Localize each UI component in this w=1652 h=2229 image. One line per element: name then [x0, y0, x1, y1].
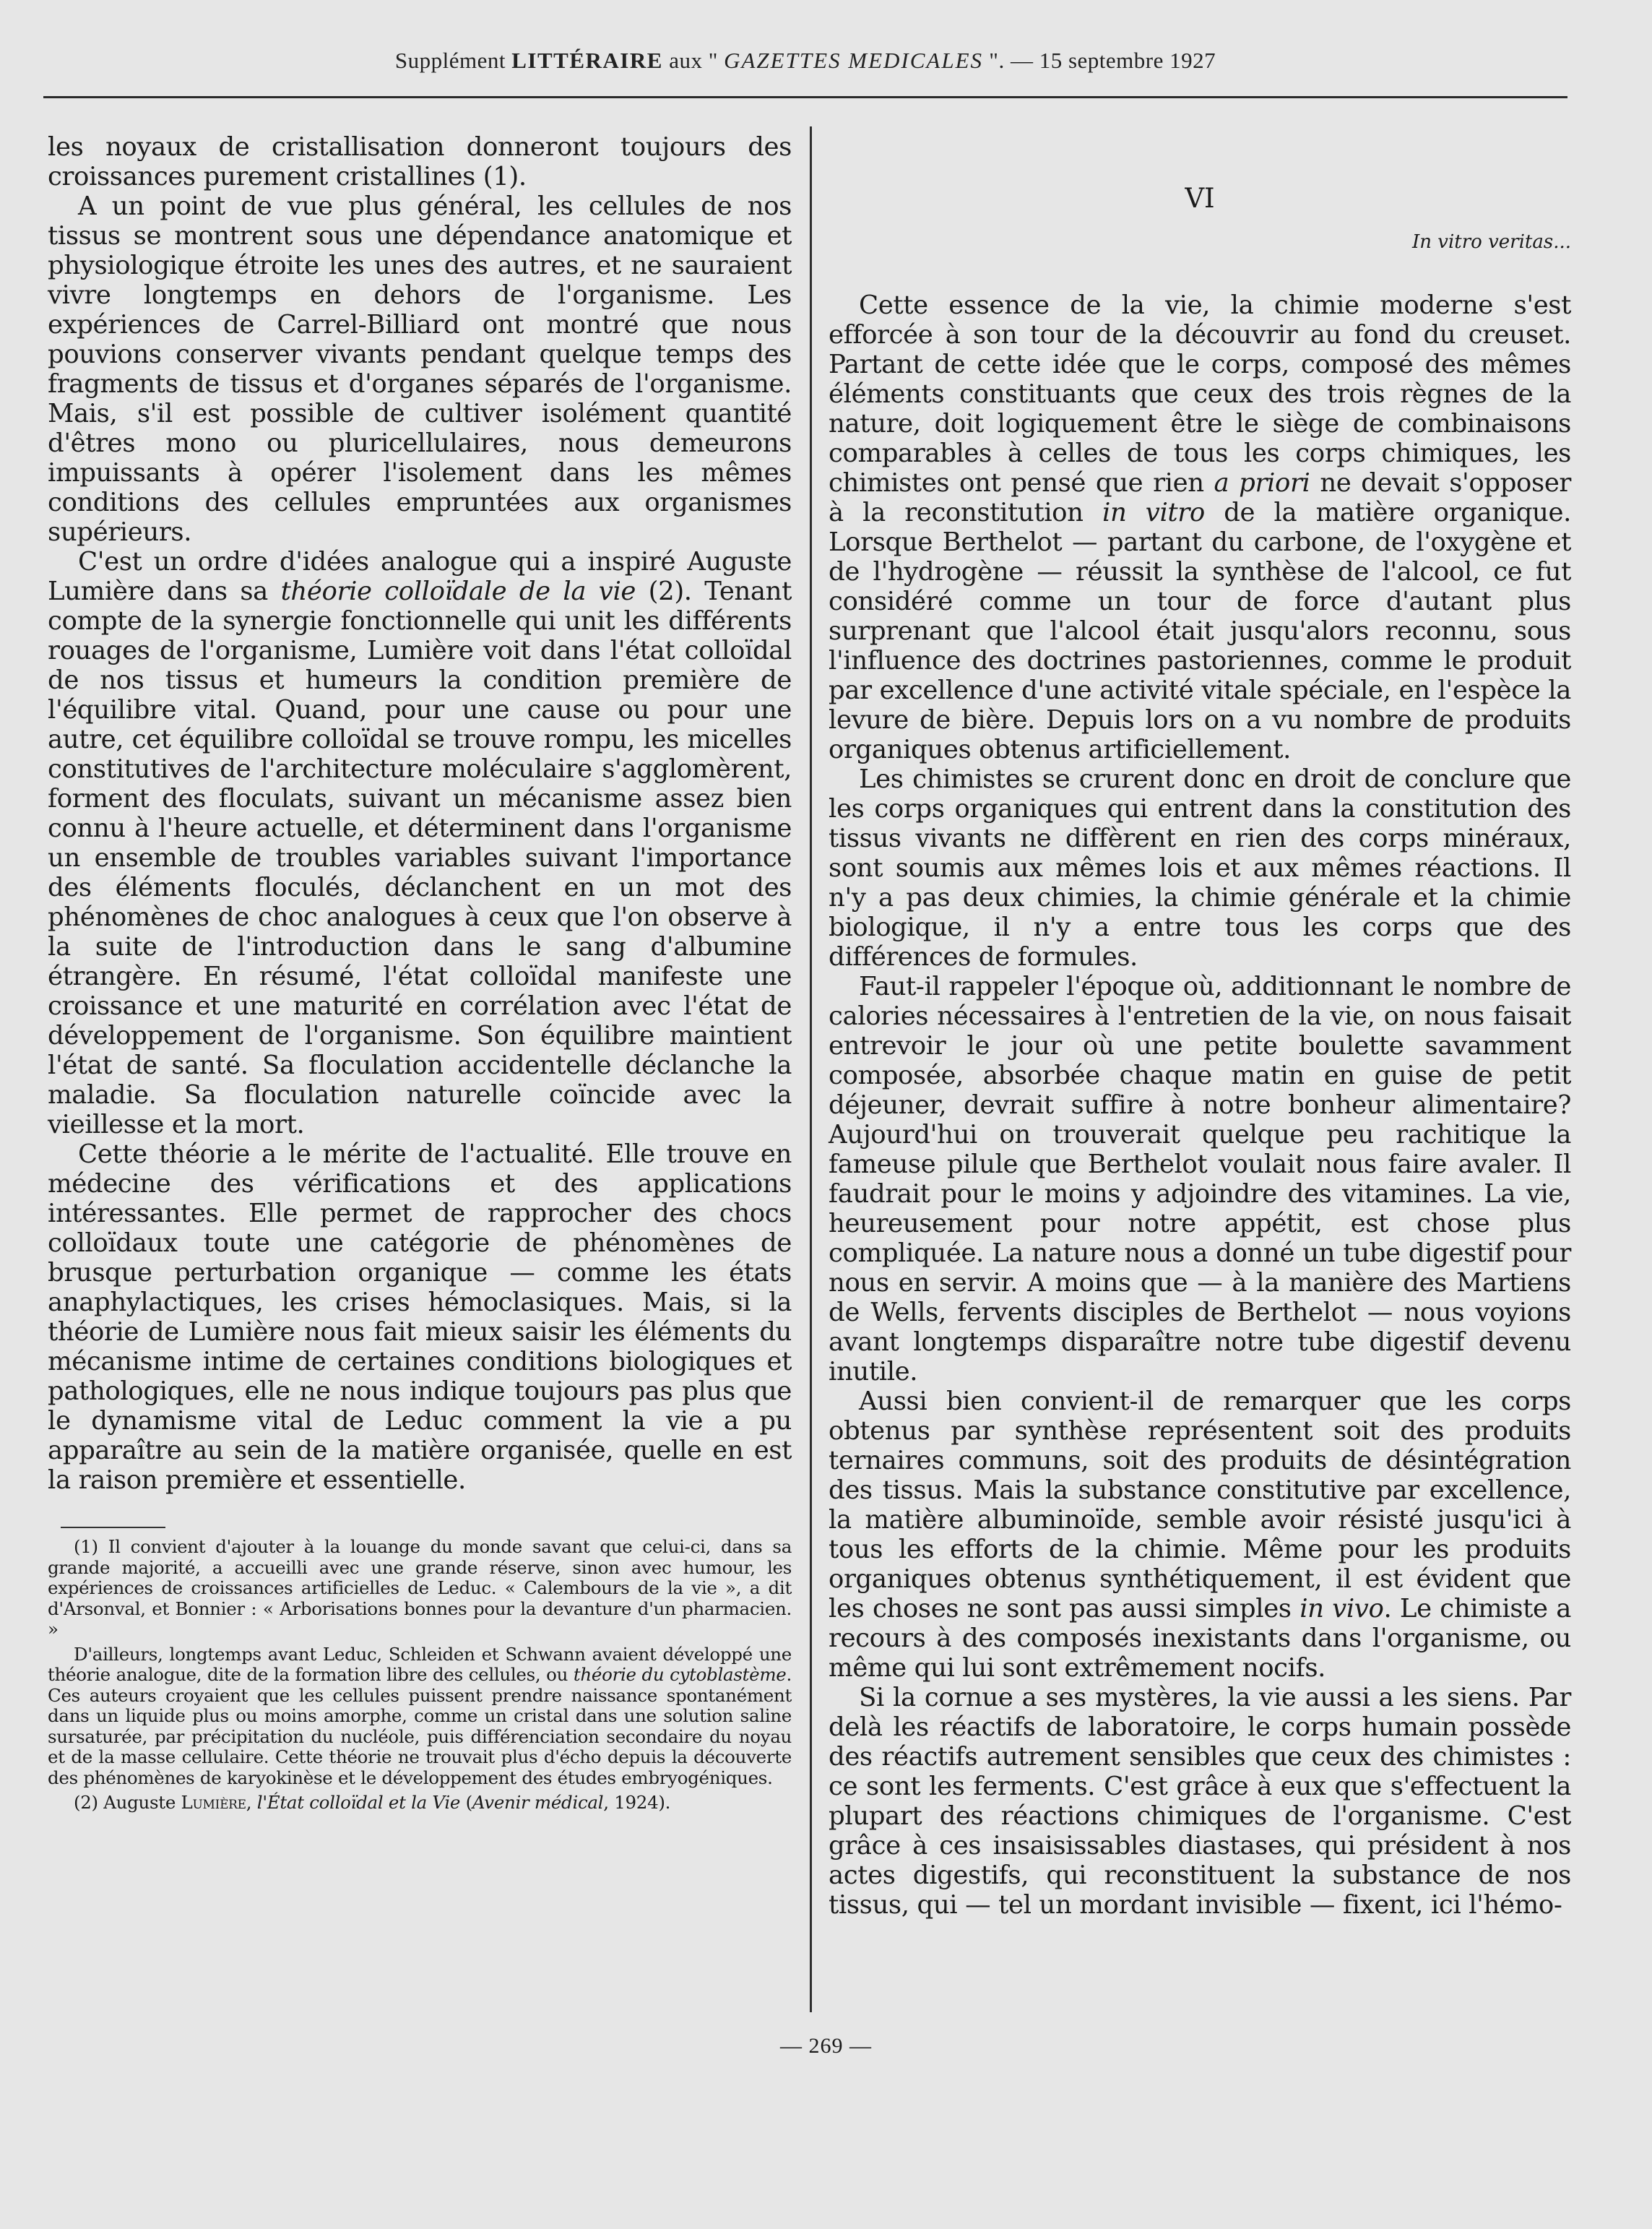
italic-term: théorie du cytoblastème — [573, 1664, 787, 1685]
text-run: (2) Auguste — [74, 1792, 181, 1813]
text-run: . Le chimiste a recours à des composés inexistants dans l'organisme, ou même qui lui sont extrêmement nocifs. — [829, 1594, 1571, 1683]
text-run: ne devait s'opposer à la reconstitution — [829, 468, 1572, 527]
text-run: ( — [460, 1792, 472, 1813]
text-run: D'ailleurs, longtemps avant Leduc, Schleiden et Schwann avaient développé une théorie analogue, dite de la formation libre des cellules, ou — [48, 1643, 792, 1685]
footnotes — [48, 1537, 792, 1814]
footnote — [48, 1644, 792, 1789]
footnote-rule — [61, 1527, 165, 1528]
column-divider — [810, 126, 812, 2012]
text-run: Cette essence de la vie, la chimie moderne s'est efforcée à son tour de la découvrir au fond du creuset. Partant de cette idée que le corps, composé des mêmes éléments constituants que ceux des trois règnes de la nature, doit logiquement être le siège de combinaisons comparables à celles de tous les corps chimiques, les chimistes ont pensé que rien — [829, 290, 1571, 498]
italic-term: in vitro — [1102, 498, 1205, 527]
text-run: , 1924). — [603, 1792, 671, 1813]
paragraph: Les chimistes se crurent donc en droit de conclure que les corps organiques qui entrent dans la constitution des tissus vivants ne diffèrent en rien des corps minéraux, sont soumis aux mêmes lois et aux mêmes réactions. Il n'y a pas deux chimies, la chimie générale et la chimie biologique, il n'y a entre tous les corps que des différences de formules. — [829, 764, 1571, 972]
italic-term: in vivo — [1299, 1594, 1384, 1624]
header-strong: LITTÉRAIRE — [511, 48, 663, 73]
paragraph: les noyaux de cristallisation donneront toujours des croissances purement cristallines (1). — [48, 132, 792, 191]
text-run: . Ces auteurs croyaient que les cellules puissent prendre naissance spontanément dans un liquide plus ou moins amorphe, comme un cristal dans une solution saline sursaturée, par précipitation du nucléole, puis différenciation secondaire du noyau et de la masse cellulaire. Cette théorie ne trouvait plus d'écho depuis la découverte des phénomènes de karyokinèse et le développement des études embryogéniques. — [48, 1664, 792, 1788]
text-run: (2). Tenant compte de la synergie fonctionnelle qui unit les différents rouages de l'organisme, Lumière voit dans l'état colloïdal de nos tissus et humeurs la condition première de l'équilibre vital. Quand, pour une cause ou pour une autre, cet équilibre colloïdal se trouve rompu, les micelles constitutives de l'architecture moléculaire s'agglomèrent, forment des floculats, suivant un mécanisme assez bien connu à l'heure actuelle, et déterminent dans l'organisme un ensemble de troubles variables suivant l'importance des éléments floculés, déclanchent en un mot des phénomènes de choc analogues à ceux que l'on observe à la suite de l'introduction dans le sang d'albumine étrangère. En résumé, l'état colloïdal manifeste une croissance et une maturité en corrélation avec l'état de développement de l'organisme. Son équilibre maintient l'état de santé. Sa floculation accidentelle déclanche la maladie. Sa floculation naturelle coïncide avec la vieillesse et la mort. — [48, 577, 792, 1139]
italic-title: théorie colloïdale de la vie — [280, 577, 636, 606]
footnote — [48, 1793, 792, 1814]
text-run: C'est un ordre d'idées analogue qui a inspiré Auguste Lumière dans sa — [48, 547, 792, 606]
paragraph — [829, 1387, 1571, 1683]
header-journal-title: GAZETTES MEDICALES — [724, 48, 984, 73]
header-date: ". — 15 septembre 1927 — [983, 48, 1216, 73]
paragraph: Si la cornue a ses mystères, la vie aussi a les siens. Par delà les réactifs de laboratoire, le corps humain possède des réactifs autrement sensibles que ceux des chimistes : ce sont les ferments. C'est grâce à eux que s'effectuent la plupart des réactions chimiques de l'organisme. C'est grâce à ces insaisissables diastases, qui président à nos actes digestifs, qui reconstituent la substance de nos tissus, qui — tel un mordant invisible — fixent, ici l'hémo- — [829, 1683, 1571, 1920]
paragraph — [48, 547, 792, 1139]
text-run: de la matière organique. Lorsque Berthelot — partant du carbone, de l'oxygène et de l'hydrogène — réussit la synthèse de l'alcool, ce fut considéré comme un tour de force d'autant plus surprenant que l'alcool était jusqu'alors reconnu, sous l'influence des doctrines pastoriennes, comme le produit par excellence d'une activité vitale spéciale, en l'espèce la levure de bière. Depuis lors on a vu nombre de produits organiques obtenus artificiellement. — [829, 498, 1571, 764]
paragraph: A un point de vue plus général, les cellules de nos tissus se montrent sous une dépendance anatomique et physiologique étroite les unes des autres, et ne sauraient vivre longtemps en dehors de l'organisme. Les expériences de Carrel-Billiard ont montré que nous pouvions conserver vivants pendant quelque temps des fragments de tissus et d'organes séparés de l'organisme. Mais, s'il est possible de cultiver isolément quantité d'êtres mono ou pluricellulaires, nous demeurons impuissants à opérer l'isolement dans les mêmes conditions des cellules empruntées aux organismes supérieurs. — [48, 191, 792, 547]
paragraph: Faut-il rappeler l'époque où, additionnant le nombre de calories nécessaires à l'entretien de la vie, on nous faisait entrevoir le jour où une petite boulette savamment composée, absorbée chaque matin en guise de petit déjeuner, devrait suffire à notre bonheur alimentaire? Aujourd'hui on trouverait quelque peu rachitique la fameuse pilule que Berthelot voulait nous faire avaler. Il faudrait pour le moins y adjoindre des vitamines. La vie, heureusement pour notre appétit, est chose plus compliquée. La nature nous a donné un tube digestif pour nous en servir. A moins que — à la manière des Martiens de Wells, fervents disciples de Berthelot — nous voyions avant longtemps disparaître notre tube digestif devenu inutile. — [829, 972, 1571, 1387]
header-prefix: Supplément — [394, 48, 512, 73]
right-body-text — [829, 290, 1571, 1920]
left-column — [48, 132, 792, 1818]
right-column — [829, 132, 1571, 1920]
italic-journal: Avenir médical — [472, 1792, 604, 1813]
section-numeral: VI — [1185, 183, 1215, 214]
italic-term: a priori — [1214, 468, 1310, 498]
italic-title: l'État colloïdal et la Vie — [256, 1792, 461, 1813]
epigraph: In vitro veritas... — [1412, 231, 1571, 253]
author-name: Lumière — [181, 1792, 246, 1813]
text-run: Aussi bien convient-il de remarquer que les corps obtenus par synthèse représentent soit des produits ternaires communs, soit des produits de désintégration des tissus. Mais la substance constitutive par excellence, la matière albuminoïde, semble avoir résisté jusqu'ici à tous les efforts de la chimie. Même pour les produits organiques obtenus synthétiquement, il est évident que les choses ne sont pas aussi simples — [829, 1387, 1571, 1624]
running-header — [43, 48, 1567, 74]
left-body-text — [48, 132, 792, 1495]
footnote: (1) Il convient d'ajouter à la louange du monde savant que celui-ci, dans sa grande majorité, a accueilli avec une grande réserve, sinon avec humour, les expériences de croissances artificielles de Leduc. « Calembours de la vie », a dit d'Arsonval, et Bonnier : « Arborisations bonnes pour la devanture d'un pharmacien. » — [48, 1536, 792, 1639]
text-run: , — [246, 1792, 257, 1813]
header-middle: aux " — [662, 48, 725, 73]
paragraph: Cette théorie a le mérite de l'actualité. Elle trouve en médecine des vérifications et des applications intéressantes. Elle permet de rapprocher des chocs colloïdaux toute une catégorie de phénomènes de brusque perturbation organique — comme les états anaphylactiques, les crises hémoclasiques. Mais, si la théorie de Lumière nous fait mieux saisir les éléments du mécanisme intime de certaines conditions biologiques et pathologiques, elle ne nous indique toujours pas plus que le dynamisme vital de Leduc comment la vie a pu apparaître au sein de la matière organisée, quelle en est la raison première et essentielle. — [48, 1139, 792, 1495]
header-rule — [43, 96, 1567, 98]
paragraph — [829, 290, 1571, 764]
page-number: — 269 — — [780, 2034, 872, 2058]
